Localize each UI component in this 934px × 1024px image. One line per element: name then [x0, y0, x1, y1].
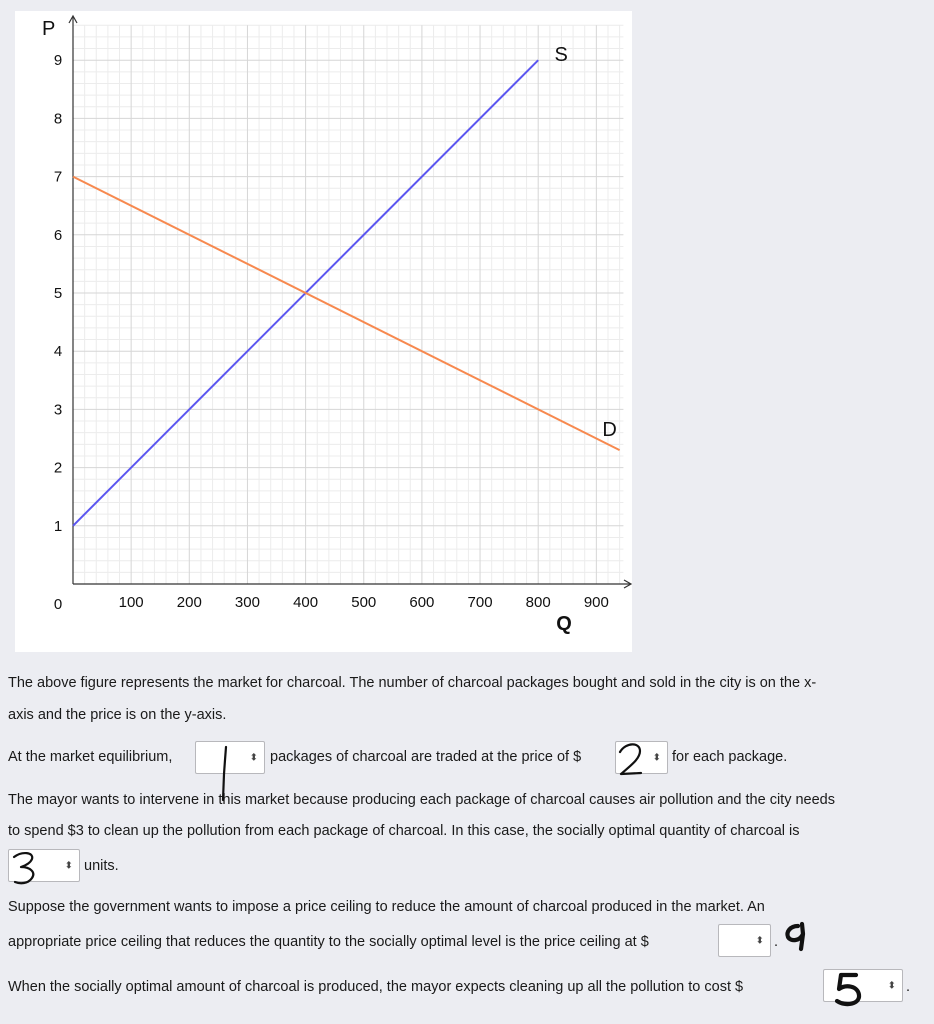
intro-line-1: The above figure represents the market for charcoal. The number of charcoal packages bought and sold in the city is on the x-	[8, 675, 817, 691]
q1-text-middle: packages of charcoal are traded at the price of $	[270, 749, 582, 765]
select-arrows-icon: ⬍	[64, 860, 73, 871]
q4-text-after: .	[906, 979, 911, 995]
origin-label: 0	[53, 596, 63, 613]
series-label-s: S	[554, 44, 568, 67]
q2-line-2: to spend $3 to clean up the pollution from each package of charcoal. In this case, the socially optimal quantity of charcoal is	[8, 823, 800, 839]
q2-line-1: The mayor wants to intervene in this market because producing each package of charcoal causes air pollution and the city needs	[8, 792, 835, 808]
q1-text-before: At the market equilibrium,	[8, 749, 173, 765]
x-axis-label: Q	[556, 613, 572, 635]
y-tick-label: 6	[53, 226, 63, 244]
select-arrows-icon: ⬍	[652, 752, 661, 763]
x-tick-label: 800	[525, 594, 551, 611]
q3-line-1: Suppose the government wants to impose a price ceiling to reduce the amount of charcoal produced in the market. An	[8, 899, 765, 915]
equilibrium-quantity-select[interactable]	[195, 741, 265, 774]
x-tick-label: 500	[351, 594, 377, 611]
intro-line-2: axis and the price is on the y-axis.	[8, 707, 227, 723]
y-tick-label: 7	[53, 168, 63, 186]
x-tick-label: 100	[118, 594, 144, 611]
y-axis-label: P	[42, 18, 56, 40]
x-tick-label: 900	[583, 594, 609, 611]
equilibrium-price-select[interactable]	[615, 741, 668, 774]
series-label-d: D	[602, 419, 617, 442]
select-arrows-icon: ⬍	[755, 935, 764, 946]
y-tick-label: 9	[53, 52, 63, 70]
y-tick-label: 4	[53, 343, 63, 361]
x-tick-label: 400	[293, 594, 319, 611]
x-tick-label: 600	[409, 594, 435, 611]
supply-demand-chart	[15, 11, 632, 652]
cleanup-cost-select[interactable]	[823, 969, 903, 1002]
socially-optimal-quantity-select[interactable]	[8, 849, 80, 882]
y-tick-label: 5	[53, 285, 63, 302]
y-tick-label: 8	[53, 110, 63, 128]
q3-line-2: appropriate price ceiling that reduces the quantity to the socially optimal level is the price ceiling at $	[8, 934, 649, 950]
q3-text-after: .	[774, 934, 779, 950]
y-tick-label: 3	[53, 401, 63, 419]
chart-panel	[15, 11, 632, 652]
select-arrows-icon: ⬍	[249, 752, 258, 763]
x-tick-label: 300	[234, 594, 260, 611]
price-ceiling-select[interactable]	[718, 924, 771, 957]
x-tick-label: 200	[176, 594, 202, 611]
x-tick-label: 700	[467, 594, 493, 611]
select-arrows-icon: ⬍	[887, 980, 896, 991]
y-tick-label: 2	[53, 459, 63, 477]
y-tick-label: 1	[53, 517, 63, 535]
q1-text-after: for each package.	[672, 749, 788, 765]
q2-text-after: units.	[84, 858, 119, 874]
handwritten-9-mark	[787, 924, 803, 949]
q4-line: When the socially optimal amount of charcoal is produced, the mayor expects cleaning up all the pollution to cost $	[8, 979, 744, 995]
